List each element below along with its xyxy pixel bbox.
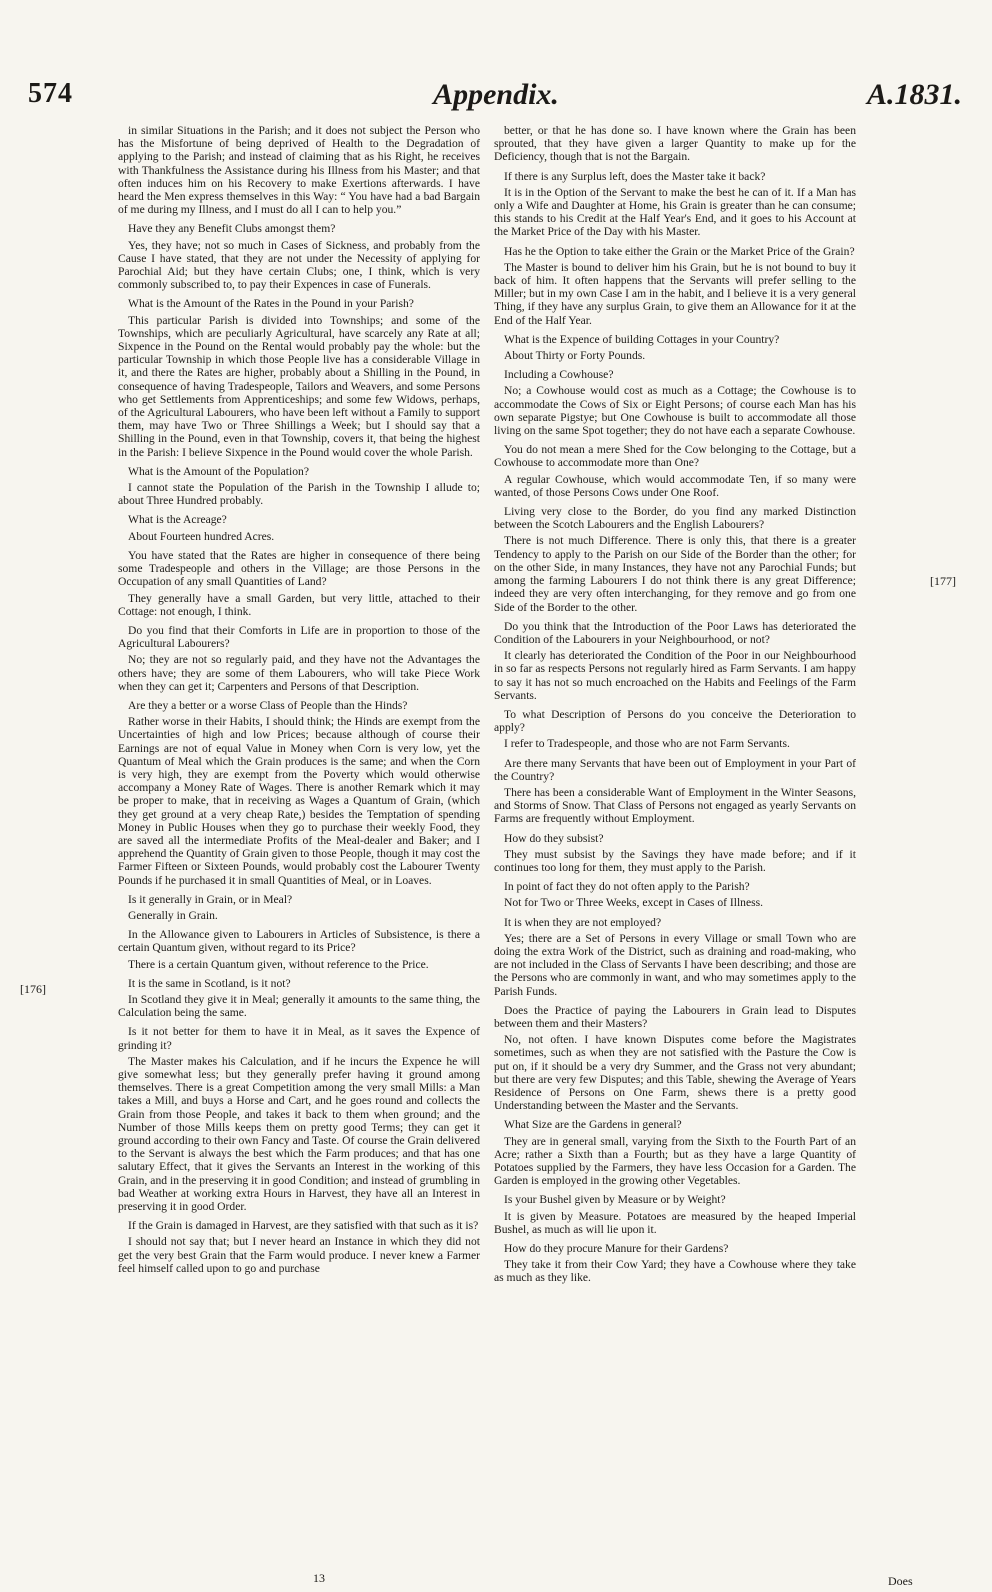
question-paragraph: What is the Acreage? (128, 513, 227, 527)
answer-paragraph: Yes; there are a Set of Persons in every Village or small Town who are doing the extra Work of the District, such as draining and road-making, who are not included in the Class of Servants I have been describing; and those are the Persons who are commonly in want, and who may sometimes apply to the Parish Funds. (494, 931, 856, 998)
answer-paragraph: They generally have a small Garden, but very little, attached to their Cottage: not enough, I think. (118, 591, 480, 618)
question-paragraph: You have stated that the Rates are higher in consequence of there being some Tradespeople and others in the Village; are those Persons in the Occupation of any small Quantities of Land? (118, 548, 480, 589)
answer-paragraph: better, or that he has done so. I have known where the Grain has been sprouted, that they have given a larger Quantity to make up for the Deficiency, though that is not the Bargain. (494, 124, 856, 164)
right-column (494, 124, 856, 1288)
answer-paragraph: Not for Two or Three Weeks, except in Cases of Illness. (504, 896, 764, 910)
question-paragraph: Including a Cowhouse? (504, 368, 614, 382)
question-paragraph: It is the same in Scotland, is it not? (128, 976, 291, 990)
signature-mark: 13 (313, 1571, 325, 1585)
answer-paragraph: It is in the Option of the Servant to make the best he can of it. If a Man has only a Wife and Daughter at Home, his Grain is greater than he can consume; this stands to his Credit at the Half Year's End, and it goes to his Account at the Market Price of the Day with his Master. (494, 185, 856, 239)
question-paragraph: You do not mean a mere Shed for the Cow belonging to the Cottage, but a Cowhouse to accommodate more than One? (494, 443, 856, 470)
question-paragraph: What is the Amount of the Population? (128, 464, 309, 478)
question-paragraph: Are there many Servants that have been out of Employment in your Part of the Country? (494, 756, 856, 783)
answer-paragraph: in similar Situations in the Parish; and it does not subject the Person who has the Misfortune of being deprived of Health to the Degradation of applying to the Parish; and instead of claiming that as his Right, he receives with Thankfulness the Assistance during his Illness from his Master; and that often induces him on his Recovery to make Exertions afterwards. I have heard the Men express themselves in this Way: “ You have had a bad Bargain of me during my Illness, and I must do all I can to help you.” (118, 124, 480, 217)
report-year: A.1831. (866, 78, 962, 111)
running-title: Appendix. (433, 78, 559, 111)
question-paragraph: In the Allowance given to Labourers in Articles of Subsistence, is there a certain Quantum given, without regard to its Price? (118, 928, 480, 955)
question-paragraph: Is it not better for them to have it in Meal, as it saves the Expence of grinding it? (118, 1025, 480, 1052)
answer-paragraph: In Scotland they give it in Meal; generally it amounts to the same thing, the Calculation being the same. (118, 992, 480, 1020)
answer-paragraph: Rather worse in their Habits, I should think; the Hinds are exempt from the Uncertainties of high and low Prices; because although of course their Earnings are not of equal Value in Money when Corn is very low, yet the Quantum of Meal which the Grain produces is the same; and when the Corn is very high, they are exempt from the Poverty which would otherwise accompany a Money Rate of Wages. There is another Remark which it may be proper to make, that in receiving as Wages a Quantum of Grain, (which they get ground at a very cheap Rate,) besides the Temptation of spending Money in Public Houses when they go to purchase their weekly Food, they are saved all the intermediate Profits of the Meal-dealer and Baker; and I apprehend the Quantity of Grain given to those People, though it may cost the Farmer Fifteen or Sixteen Pounds, would probably cost the Labourer Twenty Pounds if he purchased it in small Quantities of Meal, or in Loaves. (118, 715, 480, 887)
question-paragraph: In point of fact they do not often apply to the Parish? (504, 880, 750, 894)
question-paragraph: How do they procure Manure for their Gardens? (504, 1242, 729, 1256)
question-paragraph: What is the Expence of building Cottages in your Country? (504, 332, 780, 346)
answer-paragraph: About Thirty or Forty Pounds. (504, 349, 646, 363)
question-paragraph: If the Grain is damaged in Harvest, are they satisfied with that such as it is? (128, 1219, 479, 1233)
question-paragraph: Have they any Benefit Clubs amongst them? (128, 222, 336, 236)
question-paragraph: To what Description of Persons do you conceive the Deterioration to apply? (494, 707, 856, 735)
catchword: Does (888, 1574, 913, 1588)
page-number: 574 (28, 78, 73, 109)
answer-paragraph: I refer to Tradespeople, and those who are not Farm Servants. (504, 737, 790, 751)
answer-paragraph: About Fourteen hundred Acres. (128, 529, 275, 543)
answer-paragraph: A regular Cowhouse, which would accommodate Ten, if so many were wanted, of those Persons Cows under One Roof. (494, 472, 856, 499)
question-paragraph: What is the Amount of the Rates in the Pound in your Parish? (128, 297, 414, 311)
answer-paragraph: They must subsist by the Savings they have made before; and if it continues too long for them, they must apply to the Parish. (494, 847, 856, 874)
question-paragraph: What Size are the Gardens in general? (504, 1118, 682, 1132)
answer-paragraph: I should not say that; but I never heard an Instance in which they did not get the very best Grain that the Farm would produce. I never knew a Farmer feel himself called upon to go and purchase (118, 1235, 480, 1275)
answer-paragraph: It is given by Measure. Potatoes are measured by the heaped Imperial Bushel, as much as will lie upon it. (494, 1209, 856, 1236)
question-paragraph: Living very close to the Border, do you find any marked Distinction between the Scotch Labourers and the English Labourers? (494, 505, 856, 532)
margin-reference-left: [176] (20, 982, 46, 996)
answer-paragraph: There is a certain Quantum given, without reference to the Price. (128, 957, 429, 971)
question-paragraph: Are they a better or a worse Class of People than the Hinds? (128, 698, 408, 712)
question-paragraph: If there is any Surplus left, does the Master take it back? (504, 169, 766, 183)
question-paragraph: Does the Practice of paying the Labourers in Grain lead to Disputes between them and their Masters? (494, 1003, 856, 1030)
answer-paragraph: The Master is bound to deliver him his Grain, but he is not bound to buy it back of him. It often happens that the Servants will prefer selling to the Miller; but in my own Case I am in the habit, and I believe it is a very general Thing, if they have any surplus Grain, to give them an Allowance for it at the End of the Half Year. (494, 260, 856, 327)
question-paragraph: Is your Bushel given by Measure or by Weight? (504, 1193, 726, 1207)
question-paragraph: Do you find that their Comforts in Life are in proportion to those of the Agricultural Labourers? (118, 623, 480, 651)
answer-paragraph: No; a Cowhouse would cost as much as a Cottage; the Cowhouse is to accommodate the Cows of Six or Eight Persons; of course each Man has his own separate Pigstye; but One Cowhouse is built to accommodate all those living on the same Spot together; they do not have each a separate Cowhouse. (494, 384, 856, 438)
answer-paragraph: No, not often. I have known Disputes come before the Magistrates sometimes, such as when they are not satisfied with the Pasture the Cow is put on, if it should be a very dry Summer, and the Grass not very abundant; but there are very few Disputes; and this Table, shewing the Average of Years Residence of Persons on One Farm, shews there is a pretty good Understanding between the Master and the Servants. (494, 1033, 856, 1113)
question-paragraph: Do you think that the Introduction of the Poor Laws has deteriorated the Condition of the Labourers in your Neighbourhood, or not? (494, 619, 856, 646)
answer-paragraph: There has been a considerable Want of Employment in the Winter Seasons, and Storms of Snow. That Class of Persons not engaged as yearly Servants on Farms are frequently without Employment. (494, 785, 856, 826)
answer-paragraph: They take it from their Cow Yard; they have a Cowhouse where they take as much as they like. (494, 1258, 856, 1285)
question-paragraph: How do they subsist? (504, 831, 604, 845)
left-column (118, 124, 480, 1278)
answer-paragraph: The Master makes his Calculation, and if he incurs the Expence he will give somewhat less; but they generally prefer having it ground among themselves. There is a great Competition among the very small Mills: a Man takes a Mill, and buys a Horse and Cart, and he goes round and collects the Grain from those People, and takes it back to them when ground; and the Number of those Mills keeps them on pretty good Terms; they can get it ground according to their own Fancy and Taste. Of course the Grain delivered to the Servant is always the best which the Farm produces; and that has one salutary Effect, that it gives the Servants an Interest in the working of this Grain, and in the preserving it in good Condition; and instead of grumbling in bad Weather at working extra Hours in Harvest, they have all an Interest in preserving it in good Order. (118, 1054, 480, 1214)
answer-paragraph: There is not much Difference. There is only this, that there is a greater Tendency to apply to the Parish on our Side of the Border than the other; for on the other Side, in many Instances, they have not any Parochial Funds; but among the farming Labourers I do not think there is any great Difference; indeed they are very often interchanging, for they remove and go from one Side of the Border to the other. (494, 534, 856, 614)
answer-paragraph: I cannot state the Population of the Parish in the Township I allude to; about Three Hundred probably. (118, 481, 480, 508)
answer-paragraph: Yes, they have; not so much in Cases of Sickness, and probably from the Cause I have stated, that they are not under the Necessity of applying for Parochial Aid; but they have certain Clubs; one, I think, which is very commonly subscribed to, to pay their Expences in case of Funerals. (118, 238, 480, 292)
answer-paragraph: This particular Parish is divided into Townships; and some of the Townships, which are peculiarly Agricultural, have scarcely any Rate at all; Sixpence in the Pound on the Rental would probably pay the whole: but the particular Township in which those People live has a considerable Village in it, and there the Rates are higher, probably about a Shilling in the Pound, in consequence of having Tradespeople, Tailors and Weavers, and some Persons who get Settlements from Apprenticeships; and some few Widows, perhaps, of the Agricultural Labourers, who have been left without a Family to support them, may have Two or Three Shillings a Week; but I should say that a Shilling in the Pound, even in that Township, covers it, that being the highest in the Parish: I believe Sixpence in the Pound would cover the whole Parish. (118, 313, 480, 459)
question-paragraph: Is it generally in Grain, or in Meal? (128, 892, 293, 906)
question-paragraph: Has he the Option to take either the Grain or the Market Price of the Grain? (504, 244, 855, 258)
answer-paragraph: No; they are not so regularly paid, and they have not the Advantages the others have; they are some of them Labourers, who will take Piece Work when they can get it; Carpenters and Persons of that Description. (118, 653, 480, 693)
margin-reference-right: [177] (930, 574, 956, 588)
answer-paragraph: They are in general small, varying from the Sixth to the Fourth Part of an Acre; rather a Sixth than a Fourth; but as they have a large Quantity of Potatoes supplied by the Farmers, they have less Occasion for a Garden. The Garden is employed in the growing other Vegetables. (494, 1134, 856, 1188)
answer-paragraph: Generally in Grain. (128, 908, 218, 922)
answer-paragraph: It clearly has deteriorated the Condition of the Poor in our Neighbourhood in so far as respects Persons not regularly hired as Farm Servants. I am happy to say it has not so much encroached on the Habits and Feelings of the Farm Servants. (494, 649, 856, 702)
question-paragraph: It is when they are not employed? (504, 915, 662, 929)
